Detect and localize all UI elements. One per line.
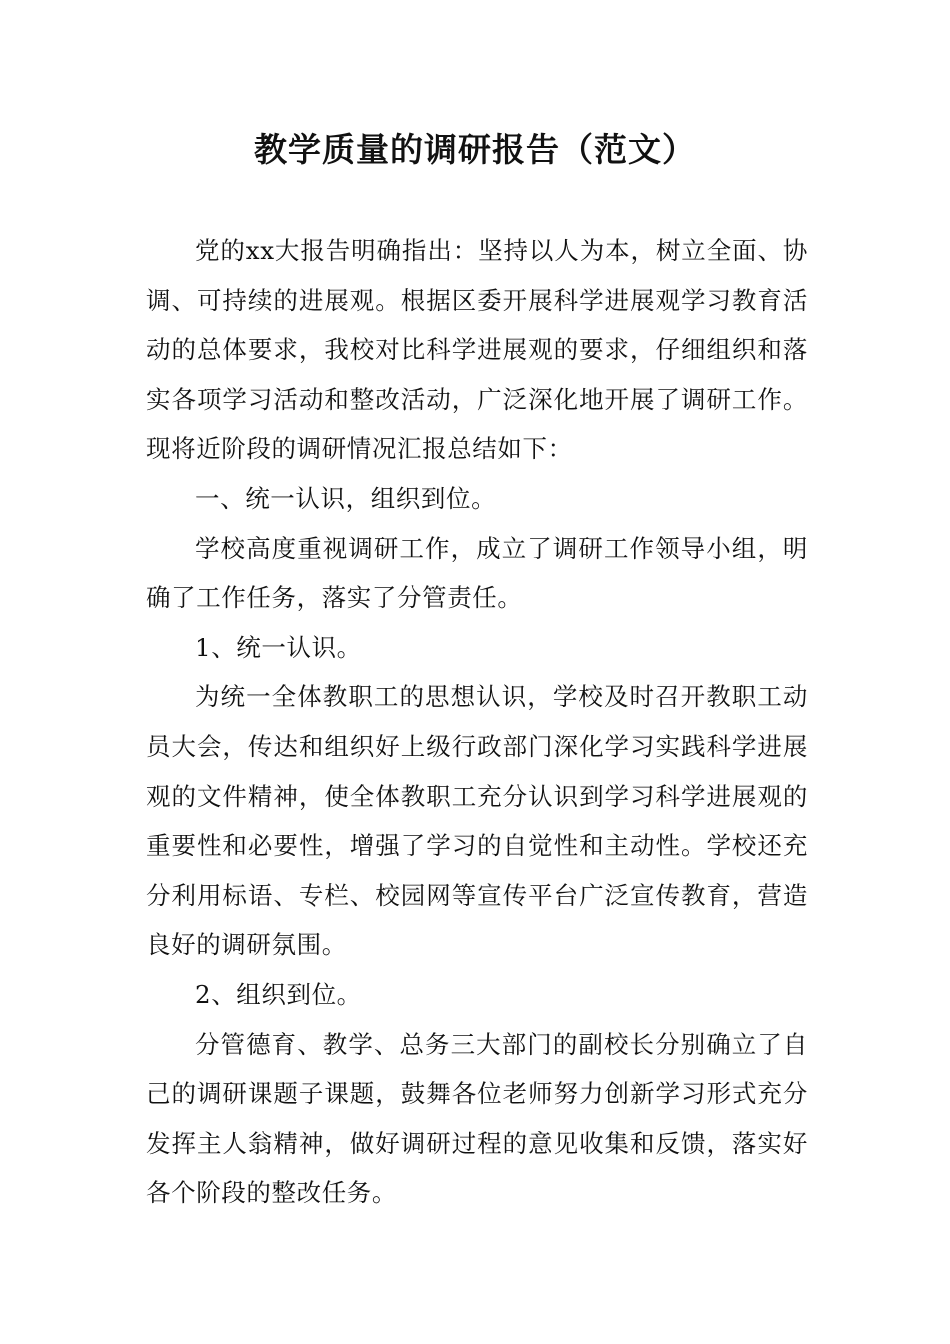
document-title: 教学质量的调研报告（范文） <box>254 130 696 169</box>
paragraph-subsection-2: 分管德育、教学、总务三大部门的副校长分别确立了自己的调研课题子课题，鼓舞各位老师努力创新学习形式充分发挥主人翁精神，做好调研过程的意见收集和反馈，落实好各个阶段的整改任务。 <box>146 1029 808 1208</box>
subheading-2: 2、组织到位。 <box>195 979 362 1009</box>
paragraph-subsection-1: 为统一全体教职工的思想认识，学校及时召开教职工动员大会，传达和组织好上级行政部门深化学习实践科学进展观的文件精神，使全体教职工充分认识到学习科学进展观的重要性和必要性，增强了学习的自觉性和主动性。学校还充分利用标语、专栏、校园网等宣传平台广泛宣传教育，营造良好的调研氛围。 <box>146 682 808 960</box>
paragraph-section-1: 学校高度重视调研工作，成立了调研工作领导小组，明确了工作任务，落实了分管责任。 <box>146 533 808 613</box>
paragraph-intro: 党的xx大报告明确指出：坚持以人为本，树立全面、协调、可持续的进展观。根据区委开展科学进展观学习教育活动的总体要求，我校对比科学进展观的要求，仔细组织和落实各项学习活动和整改活动，广泛深化地开展了调研工作。现将近阶段的调研情况汇报总结如下： <box>146 236 808 464</box>
section-heading-1: 一、统一认识，组织到位。 <box>195 483 497 513</box>
subheading-1: 1、统一认识。 <box>195 632 362 662</box>
document-body <box>146 226 808 1218</box>
